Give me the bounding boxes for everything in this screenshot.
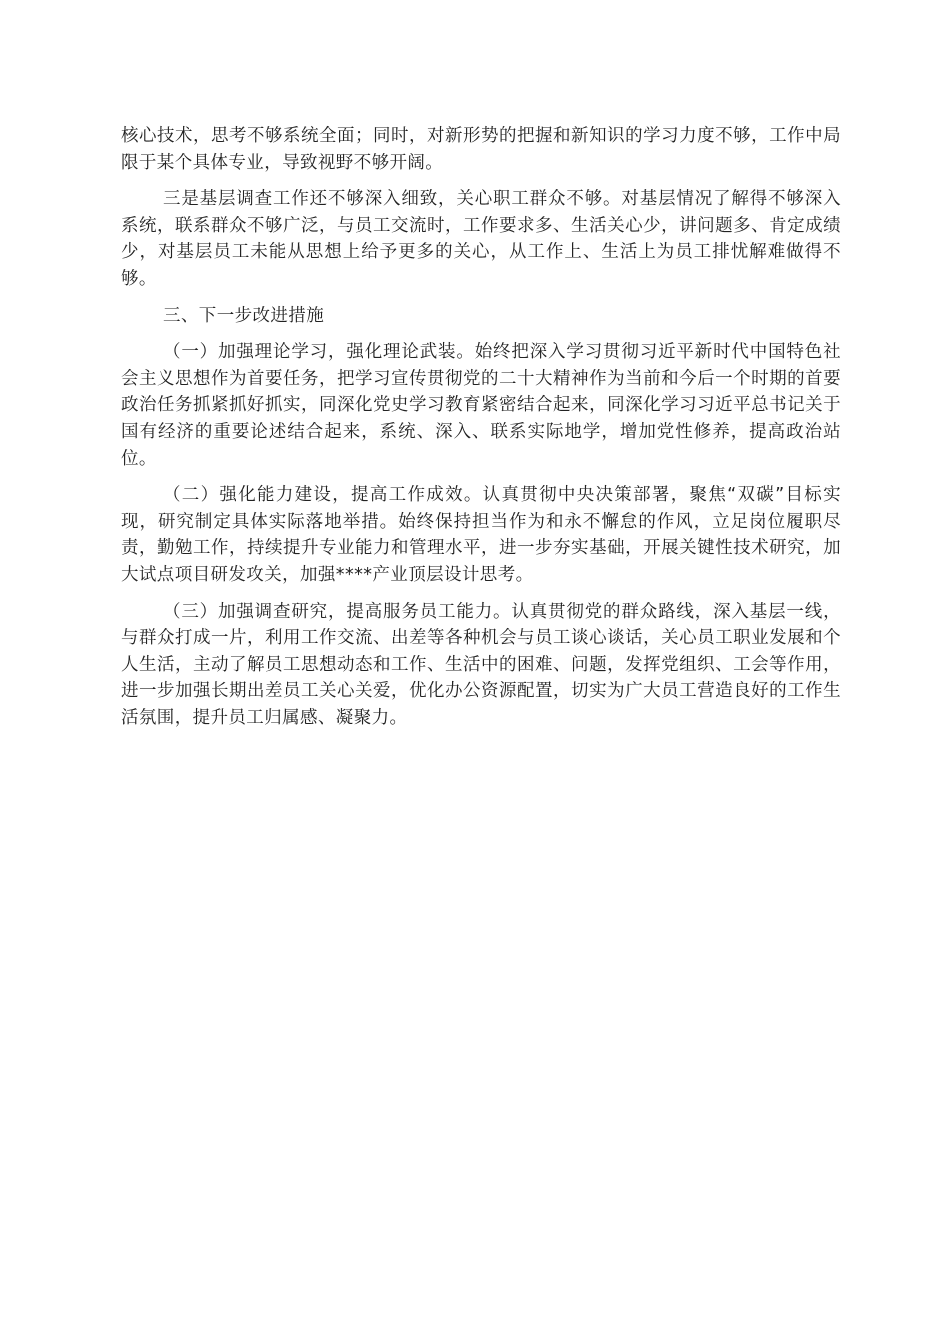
section-heading: 三、下一步改进措施 [163,305,325,326]
document-page [121,123,841,741]
paragraph-continuation: 核心技术，思考不够系统全面；同时，对新形势的把握和新知识的学习力度不够，工作中局限于某个具体专业，导致视野不够开阔。 [121,126,841,173]
paragraph-measure-three: （三）加强调查研究，提高服务员工能力。认真贯彻党的群众路线，深入基层一线，与群众打成一片，利用工作交流、出差等各种机会与员工谈心谈话，关心员工职业发展和个人生活，主动了解员工思想动态和工作、生活中的困难、问题，发挥党组织、工会等作用，进一步加强长期出差员工关心关爱，优化办公资源配置，切实为广大员工营造良好的工作生活氛围，提升员工归属感、凝聚力。 [121,601,841,728]
paragraph-measure-one: （一）加强理论学习，强化理论武装。始终把深入学习贯彻习近平新时代中国特色社会主义思想作为首要任务，把学习宣传贯彻党的二十大精神作为当前和今后一个时期的首要政治任务抓紧抓好抓实，同深化党史学习教育紧密结合起来，同深化学习习近平总书记关于国有经济的重要论述结合起来，系统、深入、联系实际地学，增加党性修养，提高政治站位。 [121,342,841,469]
paragraph-point-three: 三是基层调查工作还不够深入细致，关心职工群众不够。对基层情况了解得不够深入系统，联系群众不够广泛，与员工交流时，工作要求多、生活关心少，讲问题多、肯定成绩少，对基层员工未能从思想上给予更多的关心，从工作上、生活上为员工排忧解难做得不够。 [121,189,841,289]
paragraph-measure-two: （二）强化能力建设，提高工作成效。认真贯彻中央决策部署，聚焦“双碳”目标实现，研究制定具体实际落地举措。始终保持担当作为和永不懈怠的作风，立足岗位履职尽责，勤勉工作，持续提升专业能力和管理水平，进一步夯实基础，开展关键性技术研究，加大试点项目研发攻关，加强****产业顶层设计思考。 [121,485,841,585]
